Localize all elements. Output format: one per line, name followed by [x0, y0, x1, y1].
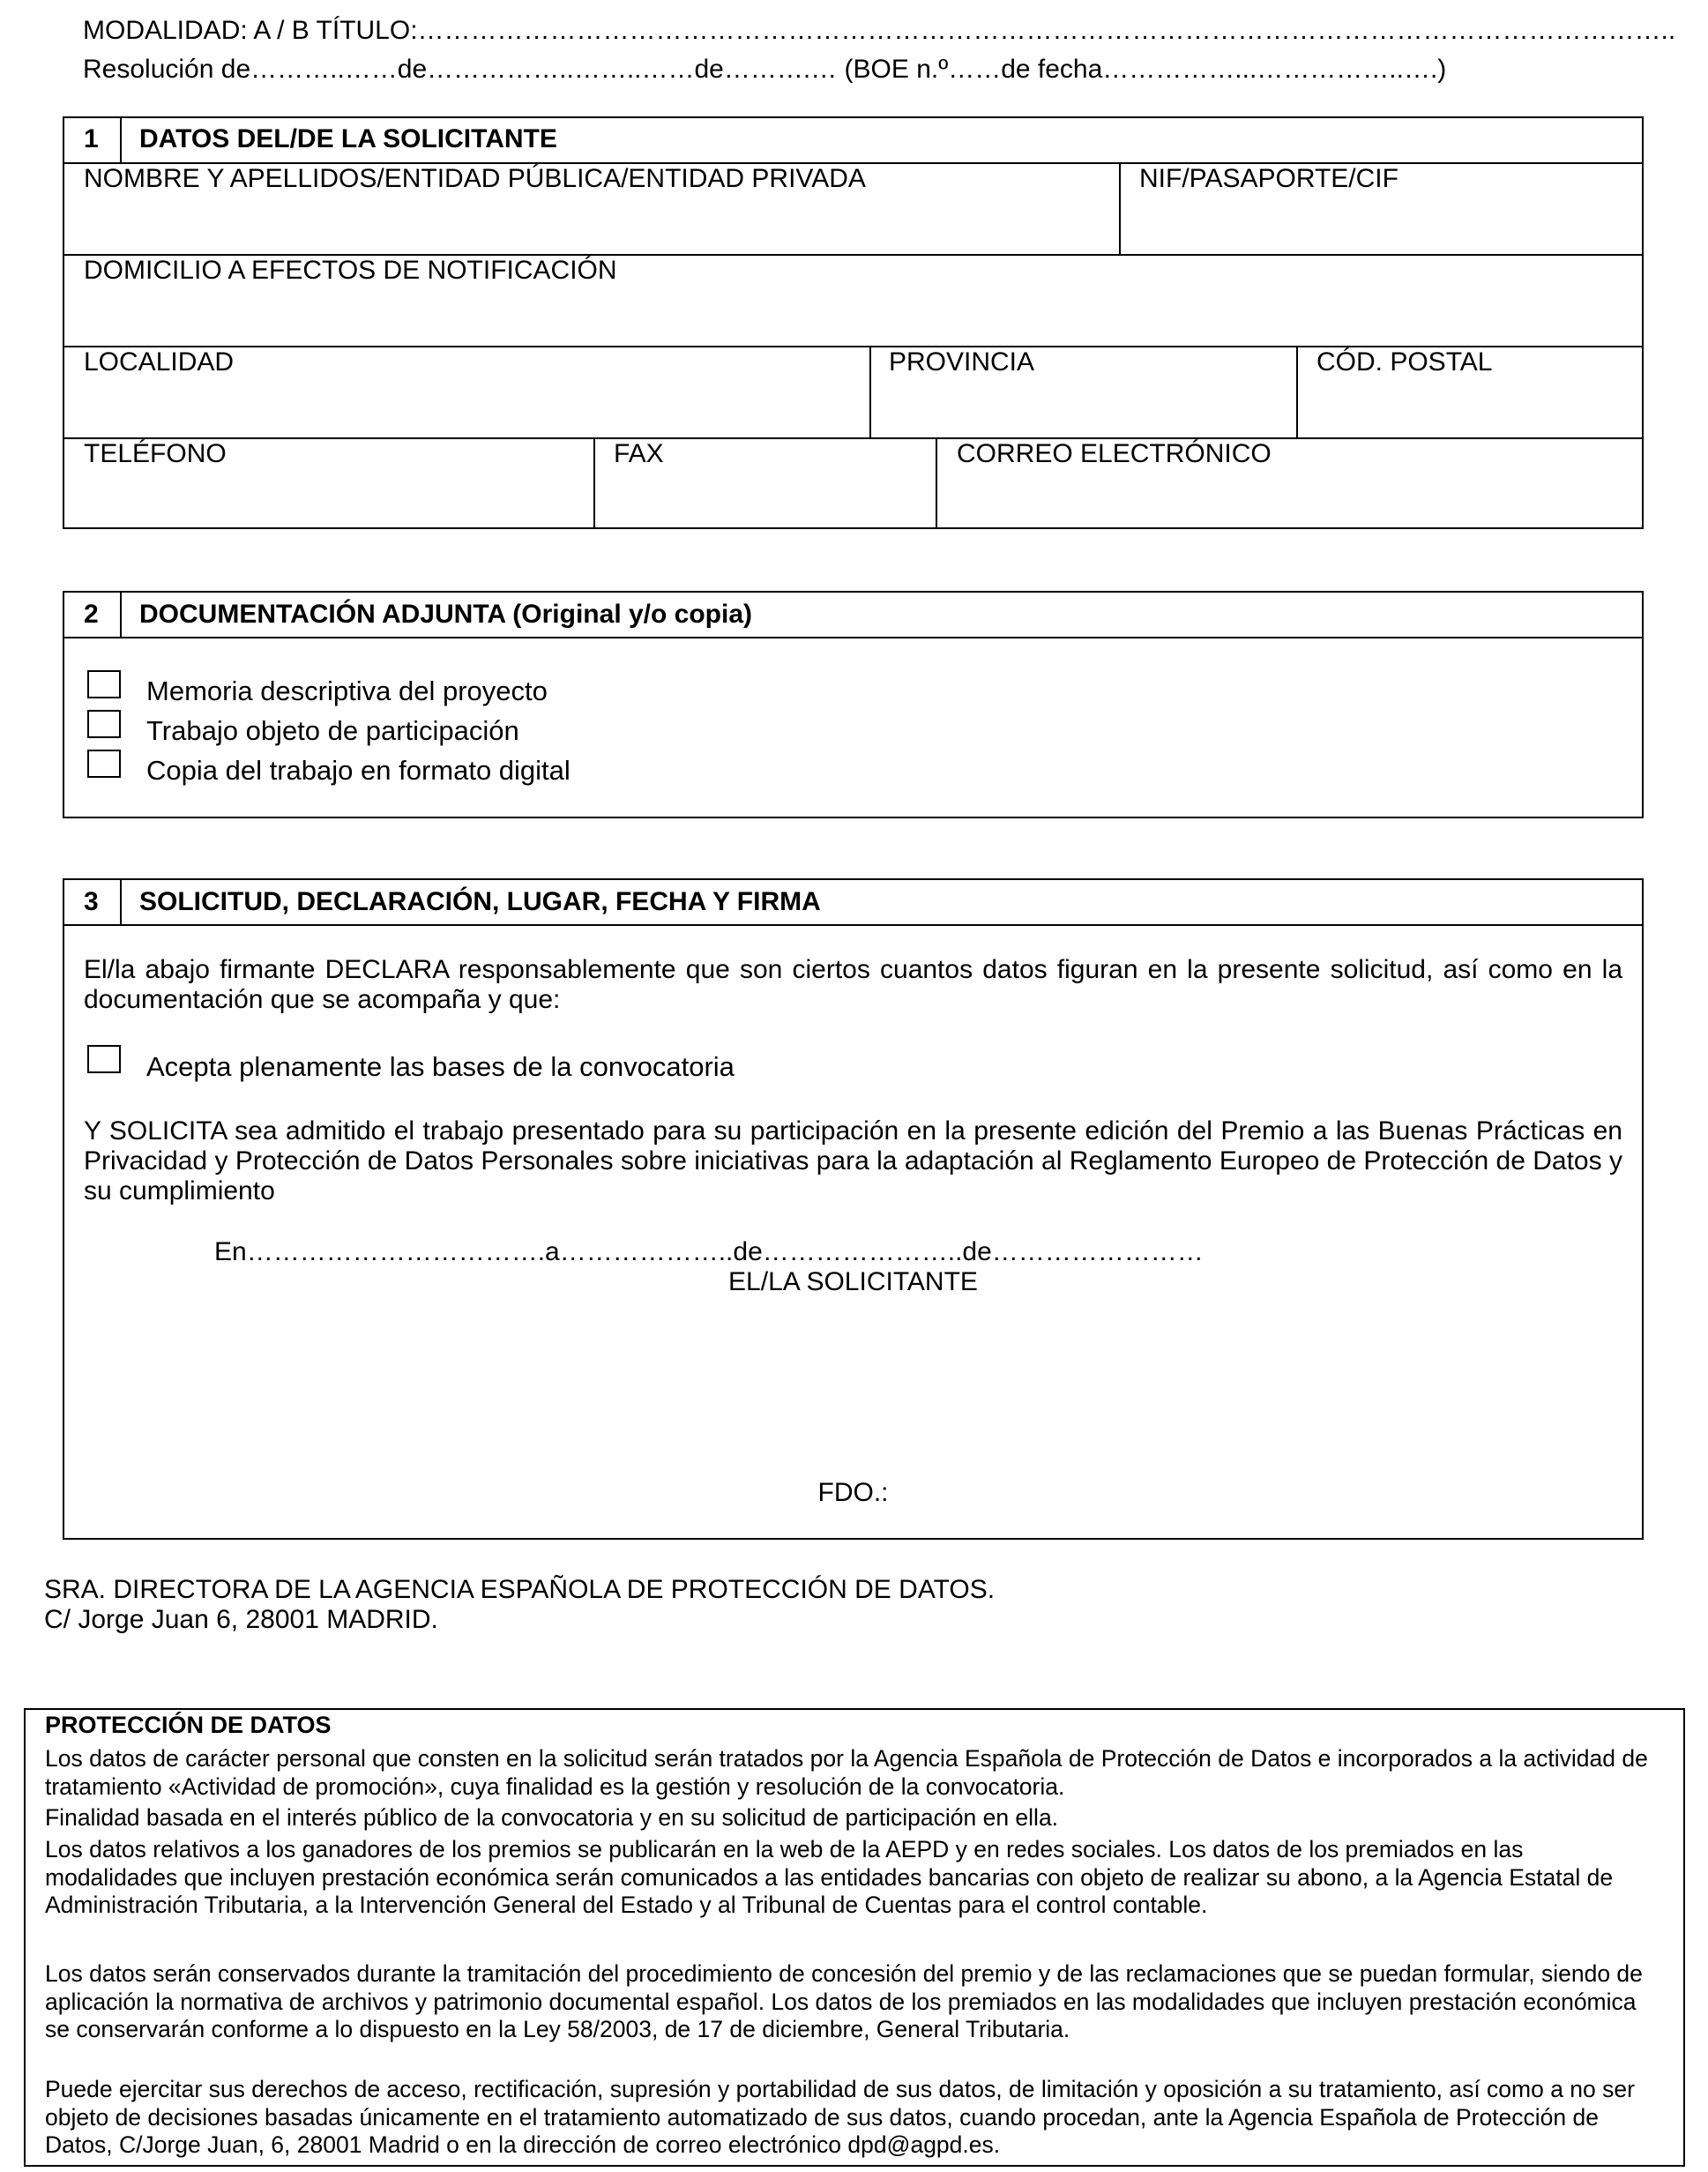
domicilio-label: DOMICILIO A EFECTOS DE NOTIFICACIÓN: [84, 256, 617, 285]
provincia-field[interactable]: [871, 347, 1296, 437]
fax-field[interactable]: [595, 439, 936, 527]
place-date-line[interactable]: En…………………………….a………………..de…………………..de……………………: [214, 1237, 1204, 1266]
localidad-field[interactable]: [64, 347, 869, 437]
row-domicilio: [64, 254, 1642, 346]
fax-label: FAX: [614, 439, 664, 468]
correo-label: CORREO ELECTRÓNICO: [957, 439, 1272, 468]
correo-field[interactable]: [937, 439, 1642, 527]
modalidad-titulo-line[interactable]: MODALIDAD: A / B TÍTULO:……………………………………………………………………………………………………………………………..: [83, 16, 1676, 45]
data-protection-paragraph-4: Los datos serán conservados durante la tramitación del procedimiento de concesión del premio y de las reclamaciones que se puedan formular, siendo de aplicación la normativa de archivos y patrimonio documental español. Los datos de los premiados en las modalidades que incluyen prestación económica se conservarán conforme a lo dispuesto en la Ley 58/2003, de 17 de diciembre, General Tributaria.: [45, 1960, 1643, 2042]
checkbox-trabajo[interactable]: [87, 710, 121, 738]
section-2-box: [63, 591, 1644, 818]
row-nombre-nif: [64, 162, 1642, 254]
checkbox-memoria[interactable]: [87, 670, 121, 698]
checkbox-copia-digital-label: Copia del trabajo en formato digital: [146, 755, 571, 786]
section-1-title: DATOS DEL/DE LA SOLICITANTE: [139, 124, 557, 153]
data-protection-box: [24, 1708, 1685, 2167]
applicant-label: EL/LA SOLICITANTE: [728, 1267, 978, 1296]
section-3-number: 3: [84, 887, 99, 916]
section-2-number: 2: [84, 600, 99, 629]
nif-label: NIF/PASAPORTE/CIF: [1139, 164, 1398, 193]
data-protection-paragraph-5: Puede ejercitar sus derechos de acceso, rectificación, supresión y portabilidad de sus datos, de limitación y oposición a su tratamiento, así como a no ser objeto de decisiones basadas únicamente en el tratamiento automatizado de sus datos, cuando procedan, ante la Agencia Española de Protección de Datos, C/Jorge Juan, 6, 28001 Madrid o en la dirección de correo electrónico dpd@agpd.es.: [45, 2076, 1635, 2158]
cod-postal-field[interactable]: [1298, 347, 1642, 437]
checkbox-acepta-bases[interactable]: [87, 1045, 121, 1073]
nombre-field[interactable]: [64, 164, 1119, 254]
data-protection-paragraph-3: Los datos relativos a los ganadores de los premios se publicarán en la web de la AEPD y en redes sociales. Los datos de los premiados en las modalidades que incluyen prestación económica serán comunicados a las entidades bancarias con objeto de realizar su abono, a la Agencia Estatal de Administración Tributaria, a la Intervención General del Estado y al Tribunal de Cuentas para el control contable.: [45, 1836, 1614, 1918]
addressee-line-2: C/ Jorge Juan 6, 28001 MADRID.: [44, 1605, 438, 1634]
checkbox-memoria-label: Memoria descriptiva del proyecto: [146, 675, 548, 706]
row-contacto: [64, 437, 1642, 527]
section-1-number: 1: [84, 124, 99, 153]
nif-field[interactable]: [1121, 164, 1642, 254]
data-protection-paragraph-2: Finalidad basada en el interés público de la convocatoria y en su solicitud de participación en ella.: [45, 1804, 1059, 1831]
data-protection-title: PROTECCIÓN DE DATOS: [45, 1712, 332, 1738]
row-localidad: [64, 346, 1642, 437]
data-protection-paragraph-1: Los datos de carácter personal que consten en la solicitud serán tratados por la Agencia Española de Protección de Datos e incorporados a la actividad de tratamiento «Actividad de promoción», cuya finalidad es la gestión y resolución de la convocatoria.: [45, 1745, 1648, 1800]
section-2-title: DOCUMENTACIÓN ADJUNTA (Original y/o copia): [139, 600, 753, 629]
checkbox-trabajo-label: Trabajo objeto de participación: [146, 715, 519, 746]
section-3-box: [63, 878, 1644, 1540]
section-1-box: [63, 116, 1644, 529]
localidad-label: LOCALIDAD: [84, 347, 235, 377]
request-text: Y SOLICITA sea admitido el trabajo presentado para su participación en la presente edición del Premio a las Buenas Prácticas en Privacidad y Protección de Datos Personales sobre iniciativas para la adaptación al Reglamento Europeo de Protección de Datos y su cumplimiento: [84, 1116, 1622, 1205]
telefono-field[interactable]: [64, 439, 593, 527]
signature-area[interactable]: [329, 1305, 1378, 1464]
addressee-line-1: SRA. DIRECTORA DE LA AGENCIA ESPAÑOLA DE PROTECCIÓN DE DATOS.: [44, 1575, 996, 1604]
checkbox-acepta-bases-label: Acepta plenamente las bases de la convocatoria: [146, 1051, 735, 1082]
nombre-label: NOMBRE Y APELLIDOS/ENTIDAD PÚBLICA/ENTIDAD PRIVADA: [84, 164, 866, 193]
signature-fdo-label: FDO.:: [817, 1478, 889, 1507]
checkbox-copia-digital[interactable]: [87, 750, 121, 778]
domicilio-field[interactable]: [64, 256, 1642, 346]
resolucion-line[interactable]: Resolución de………..……de……………..……..……de……….… (BOE n.º……de fecha……………...……………..….): [83, 55, 1447, 84]
telefono-label: TELÉFONO: [84, 439, 227, 468]
section-3-title: SOLICITUD, DECLARACIÓN, LUGAR, FECHA Y FIRMA: [139, 887, 821, 916]
declaration-text: El/la abajo firmante DECLARA responsablemente que son ciertos cuantos datos figuran en la presente solicitud, así como en la documentación que se acompaña y que:: [84, 955, 1622, 1014]
provincia-label: PROVINCIA: [889, 347, 1035, 377]
cod-postal-label: CÓD. POSTAL: [1316, 347, 1493, 377]
